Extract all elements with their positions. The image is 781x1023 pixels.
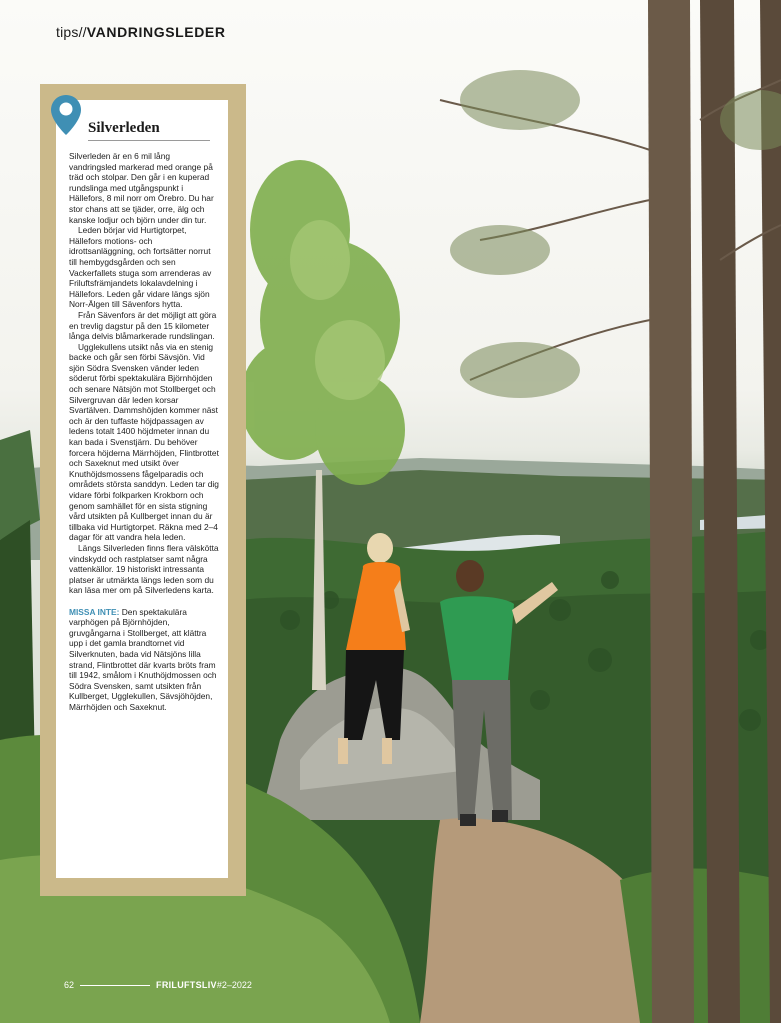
footer-rule: [80, 985, 150, 986]
paragraph: Silverleden är en 6 mil lång vandringsled markerad med orange på träd och stolpar. Den går i en kuperad rundslinga med utgångspunkt i Hällefors, 8 mil norr om Örebro. Du har stor chans att se tjäder, orre, älg och kanske lodjur och björn under din tur.: [69, 151, 214, 225]
paragraph: Leden börjar vid Hurtigtorpet, Hällefors motions- och idrottsanläggning, och fortsätter norrut till hembygdsgården och sen Vackerfallets stuga som arrenderas av Friluftsfrämjandets lokalavdelning i Hällefors. Leden går vidare längs sjön Norr-Älgen till Sävenfors hytta.: [69, 225, 212, 310]
page-footer: [64, 980, 252, 990]
paragraph: Från Sävenfors är det möjligt att göra en trevlig dagstur på den 15 kilometer långa delvis blåmarkerade rundslingan.: [69, 309, 217, 342]
header-prefix: tips//: [56, 24, 87, 40]
section-header: [56, 24, 226, 40]
magazine-name: FRILUFTSLIV: [156, 980, 217, 990]
missa-inte-paragraph: [69, 607, 219, 713]
info-box-body: [69, 151, 219, 712]
header-section: VANDRINGSLEDER: [86, 24, 226, 40]
page-number: 62: [64, 980, 75, 990]
paragraph: Ugglekullens utsikt nås via en stenig backe och går sen förbi Sävsjön. Vid sjön Södra Svensken vänder leden söderut förbi spektakulära Björnhöjden och senare Nätsjön mot Stollberget och Silvergruvan där leden korsar Svartälven. Dammshöjden kommer näst och är den tuffaste höjdpassagen av ledens totalt 1400 höjdmeter innan du kan bada i Svenstjärn. Du behöver forcera höjderna Märrhöjden, Flintbrottet och Saxeknut med utsikt över Knuthöjdsmossens fågelparadis och områdets största sanddyn. Leden tar dig vidare förbi folkparken Krokborn och genom samhället för en sista stigning vård utsikten på Kullberget innan du är tillbaka vid Hurtigtorpet. Räkna med 2–4 dagar för att vandra hela leden.: [69, 341, 219, 543]
issue-number: #2–2022: [216, 980, 252, 990]
map-pin-icon: [50, 94, 82, 136]
missa-inte-label: MISSA INTE:: [69, 606, 120, 617]
paragraph: Längs Silverleden finns flera välskötta vindskydd och rastplatser samt några vattenkällor. 19 historiskt intressanta platser är utmärkta längs leden som du kan läsa mer om på Silverledens karta.: [69, 542, 219, 596]
info-box: [40, 84, 246, 896]
info-box-panel: [56, 100, 228, 878]
info-box-title: Silverleden: [88, 120, 210, 141]
missa-inte-text: Den spektakulära varphögen på Björnhöjden, gruvgångarna i Stollberget, att klättra upp i det gamla brandtornet vid Silverknuten, bada vid Nätsjöns lilla strand, Flintbrottet där kvarts bröts fram till 1942, smålom i Knuthöjdmossen och Södra Svensken, samt utsikten från Kullberget, Ugglekullen, Sävsjöhöjden, Märrhöjden och Saxeknut.: [69, 606, 217, 712]
